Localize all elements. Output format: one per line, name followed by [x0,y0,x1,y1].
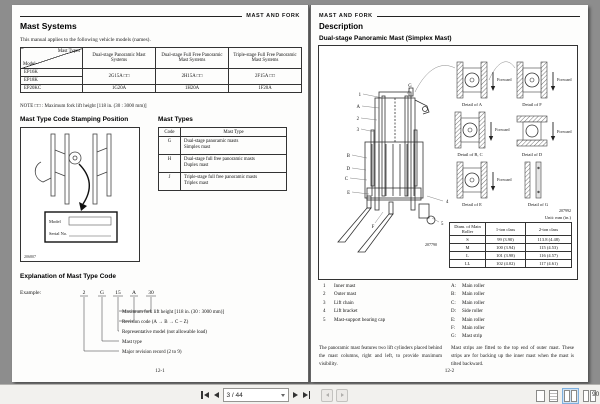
pdf-viewer-toolbar [0,384,600,404]
unit-label: Unit: mm (in.) [544,215,571,220]
table-row [21,85,302,93]
mast-code: 1H20A [156,85,229,93]
page-number: 12-2 [444,368,455,374]
last-page-icon [309,391,311,399]
callout-text: Major revision record (2 to 9) [122,350,182,355]
continuous-view-button[interactable] [549,390,558,402]
legend-item: A: Main roller [451,284,485,289]
svg-text:G: G [408,84,412,89]
page-layout-controls [536,388,596,404]
column-header: Dual-stage Panoramic Mast Systems [83,48,156,69]
next-view-button[interactable] [336,389,348,402]
zoom-level-text: 90 [592,391,600,398]
stamping-figure [20,127,140,262]
chevron-down-icon[interactable] [281,394,285,397]
plate-model-label: Model [49,219,61,224]
svg-text:1: 1 [358,93,361,98]
page-number-input[interactable]: 3 / 44 [223,388,289,402]
mast-code: 2F15A □□ [229,69,302,85]
mast-code: 2H15A □□ [156,69,229,85]
body-paragraph: Mast strips are fitted to the top end of outer mast. These strips are for backing up the inner mast when the mast is tilted backward. [451,346,574,367]
model-name: EP18K [21,77,83,85]
note-text: NOTE □□ : Maximum fork lift height [118 in. (30 : 3000 mm)] [20,104,147,109]
first-page-button[interactable] [200,390,210,400]
figure-number-details: 207992 [559,208,571,213]
mast-code: 2G15A □□ [83,69,156,85]
table-header-row [21,48,302,69]
callout-text: Maximum fork lift height [118 in. (30 : 3000 mm)] [122,310,225,315]
example-label: Example: [20,290,42,296]
stamping-section-title: Mast Type Code Stamping Position [20,116,129,123]
table-row: S 99 (3.90) 113.8 (4.48) [450,236,572,244]
legend-item: G: Mast strip [451,334,483,340]
next-view-icon [341,393,344,397]
table-header-row: Diam. of Main Roller 1-ton class 2-ton class [450,223,572,236]
svg-text:Forward: Forward [497,177,512,182]
legend-item: D: Side roller [451,309,483,315]
next-page-button[interactable] [292,391,299,399]
page-number: 12-1 [155,368,165,374]
svg-text:Forward: Forward [557,77,572,82]
code-part: G [100,290,104,296]
legend-item: C: Main roller [451,300,485,306]
page-navigation [200,388,348,402]
code-part: A [132,290,136,296]
code-part: 15 [115,290,121,296]
model-name: EP20KC [21,85,83,93]
svg-text:3: 3 [356,128,359,133]
legend-item: B: Main roller [451,292,485,298]
table-row [159,137,287,155]
svg-text:A: A [356,105,360,110]
legend-item: 3 Lift chain [323,300,354,306]
roller-diameter-table [449,222,572,268]
table-row: L 101 (3.98) 116 (4.57) [450,252,572,260]
pointer-arrow [79,164,89,204]
svg-text:C: C [344,177,348,182]
mast-code: 1G20A [83,85,156,93]
svg-text:4: 4 [446,200,449,205]
model-name: EP16K [21,69,83,77]
header-rule [377,16,580,17]
left-page-header [20,13,300,19]
model-mast-table [20,47,302,93]
type-desc: Triple-stage full free panoramic masts Triplex mast [181,172,287,190]
previous-view-icon [326,393,329,397]
mast-code: 1F20A [229,85,302,93]
svg-text:Forward: Forward [557,129,572,134]
svg-text:Detail of A: Detail of A [462,102,482,107]
previous-view-button[interactable] [321,389,333,402]
code-part: 2 [82,290,86,296]
svg-text:Detail of B, C: Detail of B, C [457,152,483,157]
legend-item: 1 Inner mast [323,284,356,289]
mast-code-explanation-diagram [20,283,292,361]
column-header: Dual-stage Full Free Panoramic Mast Systems [156,48,229,69]
callout-labels [345,84,449,230]
legend-item: F: Main roller [451,326,485,332]
mast-outline [338,88,435,252]
table-row [159,154,287,172]
svg-text:Detail of G: Detail of G [527,202,549,207]
right-page-header [319,13,580,19]
svg-text:D: D [346,167,350,172]
table-row: LL 102 (4.02) 117 (4.61) [450,260,572,268]
legend-numbered [323,283,443,325]
diagonal-header-cell: Mast Types Model [21,48,83,69]
page-title: Mast Systems [20,21,77,31]
type-code: H [159,154,181,172]
table-row [159,172,287,190]
chapter-title: MAST AND FORK [246,13,300,19]
explanation-title: Explanation of Mast Type Code [20,273,116,280]
body-paragraph: The panoramic mast features two lift cylinders placed behind the mast columns, right and left, to provide maximum visibility. [319,346,442,367]
figure-subtitle: Dual-stage Panoramic Mast (Simplex Mast) [319,35,452,42]
svg-text:Detail of E: Detail of E [462,202,482,207]
plate-serial-label: Serial No. [49,231,68,236]
previous-page-icon [214,392,219,398]
type-desc: Dual-stage full free panoramic masts Duplex mast [181,154,287,172]
type-desc: Dual-stage panoramic masts Simplex mast [181,137,287,155]
code-part: 30 [148,290,154,296]
svg-text:Detail of F: Detail of F [522,102,542,107]
table-row: M 100 (3.94) 115 (4.53) [450,244,572,252]
manual-page-left [12,5,309,382]
callout-text: Mast type [122,340,142,345]
single-page-view-button[interactable] [536,390,545,402]
legend-lettered [451,283,571,342]
intro-text: This manual applies to the following vehicle models (names). [20,37,151,43]
two-page-view-icon [564,390,577,402]
manual-page-right [310,5,588,382]
legend-item: 5 Mast-support bearing cap [323,317,386,323]
table-header-row: Code Mast Type [159,128,287,137]
legend-item: E: Main roller [451,317,485,323]
svg-text:5: 5 [441,222,444,227]
figure-number: 206807 [24,254,36,259]
last-page-button[interactable] [302,390,312,400]
chapter-title: MAST AND FORK [319,13,373,19]
stamping-drawing [21,132,137,250]
callout-text: Revision code (A → B → C ~ Z) [122,320,189,325]
svg-text:2: 2 [356,117,359,122]
svg-text:B: B [346,154,350,159]
svg-text:Forward: Forward [495,127,510,132]
svg-text:E: E [347,191,350,196]
page-title: Description [319,22,364,31]
mast-types-section-title: Mast Types [158,116,193,123]
callout-text: Representative model (not allowable load) [122,330,207,335]
type-code: J [159,172,181,190]
svg-text:F: F [371,225,375,230]
previous-page-button[interactable] [213,391,220,399]
table-row [21,69,302,77]
svg-text:Detail of D: Detail of D [521,152,543,157]
type-code: G [159,137,181,155]
figure-number-main: 207790 [425,242,437,247]
next-page-icon [293,392,298,398]
column-header: Triple-stage Full Free Panoramic Mast Systems [229,48,302,69]
mast-types-table [158,127,287,191]
two-page-view-button-active[interactable] [562,388,579,404]
mast-figure [318,45,578,280]
legend-item: 4 Lift bracket [323,309,358,315]
legend-item: 2 Outer mast [323,292,357,298]
svg-text:Forward: Forward [497,77,512,82]
header-rule [20,16,242,17]
first-page-icon [201,391,203,399]
name-plate [45,212,117,242]
